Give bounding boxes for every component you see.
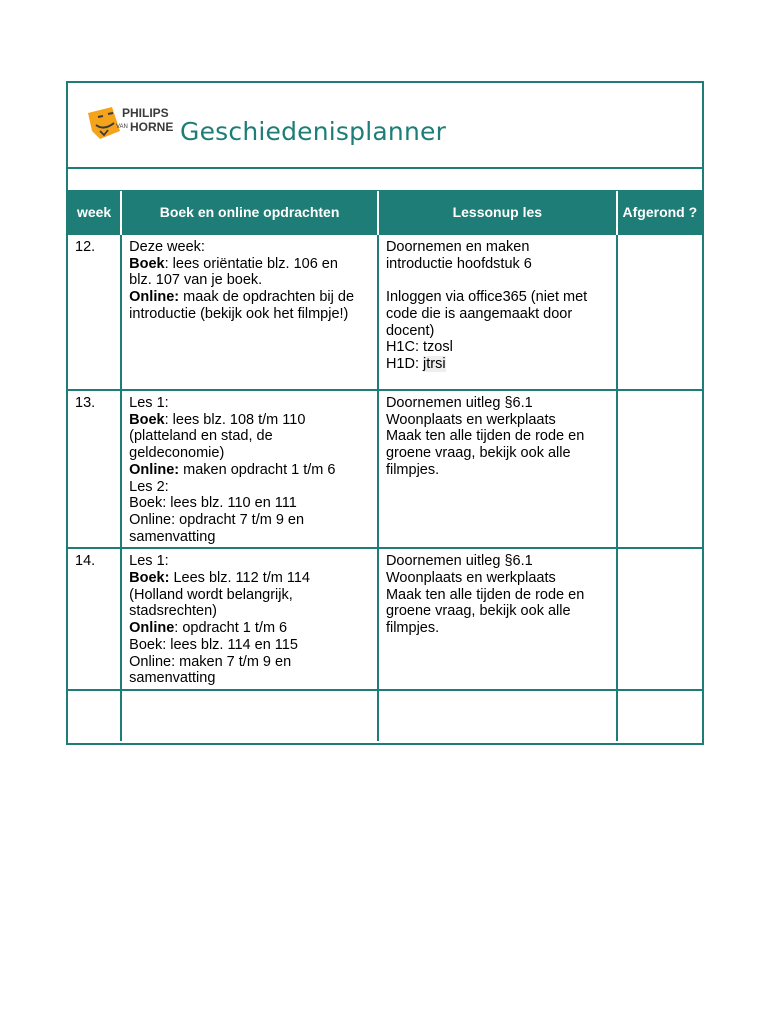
boek-cell: Deze week: Boek: lees oriëntatie blz. 106 en blz. 107 van je boek. Online: maak de opdrachten bij de introductie (bekijk ook het filmpje!) — [121, 234, 378, 390]
table-row — [68, 390, 702, 548]
week-cell: 12. — [68, 234, 121, 390]
header-row — [68, 83, 702, 169]
spacer-row — [68, 169, 702, 192]
week-cell — [68, 690, 121, 741]
table-row-empty — [68, 690, 702, 741]
week-cell: 14. — [68, 548, 121, 690]
afgerond-cell[interactable] — [617, 548, 702, 690]
philips-van-horne-logo — [86, 101, 186, 145]
table-row — [68, 234, 702, 390]
week-cell: 13. — [68, 390, 121, 548]
planner-frame — [66, 81, 704, 745]
lessonup-cell: Doornemen uitleg §6.1 Woonplaats en werkplaats Maak ten alle tijden de rode en groene vraag, bekijk ook alle filmpjes. — [378, 390, 617, 548]
page-title: Geschiedenisplanner — [180, 117, 447, 146]
lessonup-cell: Doornemen uitleg §6.1 Woonplaats en werkplaats Maak ten alle tijden de rode en groene vraag, bekijk ook alle filmpjes. — [378, 548, 617, 690]
afgerond-cell[interactable] — [617, 690, 702, 741]
lessonup-cell: Doornemen en maken introductie hoofdstuk 6 Inloggen via office365 (niet met code die is aangemaakt door docent) H1C: tzosl H1D: jtrsi — [378, 234, 617, 390]
afgerond-cell[interactable] — [617, 234, 702, 390]
column-header-lessonup: Lessonup les — [378, 191, 617, 234]
class-code: jtrsi — [423, 355, 446, 372]
column-header-afgerond: Afgerond ? — [617, 191, 702, 234]
boek-cell: Les 1: Boek: lees blz. 108 t/m 110 (platteland en stad, de geldeconomie) Online: maken opdracht 1 t/m 6 Les 2: Boek: lees blz. 110 en 111 Online: opdracht 7 t/m 9 en samenvatting — [121, 390, 378, 548]
svg-text:PHILIPS: PHILIPS — [122, 106, 169, 120]
table-row — [68, 548, 702, 690]
svg-text:HORNE: HORNE — [130, 120, 174, 134]
boek-cell — [121, 690, 378, 741]
column-header-week: week — [68, 191, 121, 234]
boek-cell: Les 1: Boek: Lees blz. 112 t/m 114 (Holland wordt belangrijk, stadsrechten) Online: opdracht 1 t/m 6 Boek: lees blz. 114 en 115 Online: maken 7 t/m 9 en samenvatting — [121, 548, 378, 690]
table-header-row — [68, 191, 702, 234]
column-header-boek: Boek en online opdrachten — [121, 191, 378, 234]
lessonup-cell — [378, 690, 617, 741]
planner-table — [68, 191, 702, 741]
svg-text:VAN: VAN — [116, 124, 128, 130]
afgerond-cell[interactable] — [617, 390, 702, 548]
